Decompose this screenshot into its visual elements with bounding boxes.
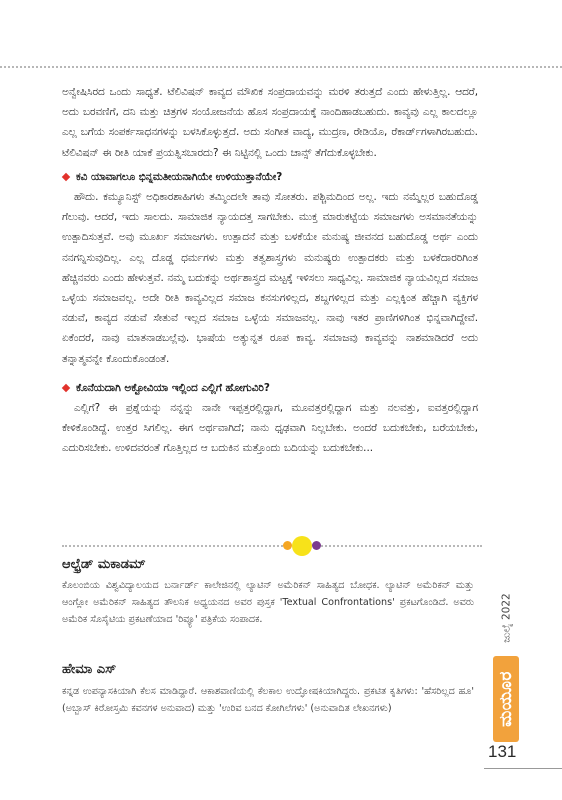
question-1-text: ಕವಿ ಯಾವಾಗಲೂ ಭಿನ್ನಮತೀಯನಾಗಿಯೇ ಉಳಿಯುತ್ತಾನೆಯೇ? — [76, 170, 283, 183]
article-body — [62, 82, 478, 459]
decorative-dot-yellow-icon — [292, 536, 312, 556]
bio-2-name: ಹೇಮಾ ಎಸ್ — [62, 662, 117, 677]
magazine-logo: ಮಯೂರ — [493, 656, 519, 742]
bio-separator-rule — [62, 545, 482, 547]
page-number-rule — [484, 768, 562, 769]
bio-1-name: ಆಲ್ಫ್ರೆಡ್ ಮಕಾಡಮ್ — [62, 557, 146, 572]
answer-1: ಹೌದು. ಕಮ್ಯೂನಿಸ್ಟ್ ಅಧಿಕಾರಶಾಹಿಗಳು ತಮ್ಮಿಂದಲೇ ತಾವು ಸೋತರು. ಪಶ್ಚಿಮದಿಂದ ಅಲ್ಲ. ಇದು ನಮ್ಮೆಲ್ಲರ ಬಹುದೊಡ್ಡ ಗೆಲುವು. ಆದರೆ, ಇದು ಸಾಲದು. ಸಾಮಾಜಿಕ ನ್ಯಾಯದತ್ತ ಸಾಗಬೇಕು. ಮುಕ್ತ ಮಾರುಕಟ್ಟೆಯ ಸಮಾಜಗಳು ಅಸಮಾನತೆಯನ್ನು ಉತ್ಪಾದಿಸುತ್ತವೆ. ಅವು ಮೂರ್ಖ ಸಮಾಜಗಳು. ಉತ್ಪಾದನೆ ಮತ್ತು ಬಳಕೆಯೇ ಮನುಷ್ಯ ಜೀವನದ ಬಹುದೊಡ್ಡ ಅರ್ಥ ಎಂದು ನನಗನ್ನಿಸುವುದಿಲ್ಲ. ಎಲ್ಲ ದೊಡ್ಡ ಧರ್ಮಗಳು ಮತ್ತು ತತ್ವಶಾಸ್ತ್ರಗಳು ಮನುಷ್ಯರು ಉತ್ಪಾದಕರು ಮತ್ತು ಬಳಕೆದಾರರಿಗಿಂತ ಹೆಚ್ಚಿನವರು ಎಂದು ಹೇಳುತ್ತವೆ. ನಮ್ಮ ಬದುಕನ್ನು ಅರ್ಥಶಾಸ್ತ್ರದ ಮಟ್ಟಕ್ಕೆ ಇಳಿಸಲು ಸಾಧ್ಯವಿಲ್ಲ. ಸಾಮಾಜಿಕ ನ್ಯಾಯವಿಲ್ಲದ ಸಮಾಜ ಒಳ್ಳೆಯ ಸಮಾಜವಲ್ಲ. ಅದೇ ರೀತಿ ಕಾವ್ಯವಿಲ್ಲದ ಸಮಾಜ ಕನಸುಗಳಿಲ್ಲದ, ಶಬ್ದಗಳಿಲ್ಲದ ಮತ್ತು ಎಲ್ಲಕ್ಕಿಂತ ಹೆಚ್ಚಾಗಿ ವ್ಯಕ್ತಿಗಳ ನಡುವೆ, ಕಾವ್ಯದ ನಡುವೆ ಸೇತುವೆ ಇಲ್ಲದ ಸಮಾಜ ಒಳ್ಳೆಯ ಸಮಾಜವಲ್ಲ. ನಾವು ಇತರ ಪ್ರಾಣಿಗಳಿಗಿಂತ ಭಿನ್ನವಾಗಿದ್ದೇವೆ. ಏಕೆಂದರೆ, ನಾವು ಮಾತನಾಡಬಲ್ಲೆವು. ಭಾಷೆಯ ಅತ್ಯುನ್ನತ ರೂಪ ಕಾವ್ಯ. ಸಮಾಜವು ಕಾವ್ಯವನ್ನು ನಾಶಮಾಡಿದರೆ ಅದು ತನ್ನಾತ್ಮವನ್ನೇ ಕೊಂದುಕೊಂಡಂತೆ. — [62, 191, 478, 365]
decorative-dot-orange-icon — [283, 541, 292, 550]
question-diamond-icon — [62, 173, 70, 181]
bio-1-text: ಕೊಲಂಬಿಯ ವಿಶ್ವವಿದ್ಯಾಲಯದ ಬರ್ನಾರ್ಡ್ ಕಾಲೇಜಿನಲ್ಲಿ ಲ್ಯಾಟಿನ್ ಅಮೆರಿಕನ್ ಸಾಹಿತ್ಯದ ಬೋಧಕ. ಲ್ಯಾಟಿನ್ ಅಮೆರಿಕನ್ ಮತ್ತು ಆಂಗ್ಲೋ ಅಮೆರಿಕನ್ ಸಾಹಿತ್ಯದ ತೌಲನಿಕ ಅಧ್ಯಯನದ ಅವರ ಪುಸ್ತಕ 'Textual Confrontations' ಪ್ರಕಟಗೊಂಡಿದೆ. ಅವರು ಅಮೆರಿಕ ಸೊಸೈಟಿಯ ಪ್ರಕಟಣೆಯಾದ 'ರಿವ್ಯೂ' ಪತ್ರಿಕೆಯ ಸಂಪಾದಕ. — [62, 580, 474, 625]
question-2-text: ಕೊನೆಯದಾಗಿ ಅಕ್ಟೋವಿಯಾ ಇಲ್ಲಿಂದ ಎಲ್ಲಿಗೆ ಹೋಗುವಿರಿ? — [76, 381, 270, 394]
question-diamond-icon — [62, 384, 70, 392]
question-1 — [62, 167, 478, 187]
paragraph-television: ಅನ್ವೇಷಿಸಿರದ ಒಂದು ಸಾಧ್ಯತೆ. ಟೆಲಿವಿಷನ್ ಕಾವ್ಯದ ಮೌಖಿಕ ಸಂಪ್ರದಾಯವನ್ನು ಮರಳಿ ತರುತ್ತದೆ ಎಂದು ಹೇಳುತ್ತಿಲ್ಲ. ಆದರೆ, ಅದು ಬರವಣಿಗೆ, ದನಿ ಮತ್ತು ಚಿತ್ರಗಳ ಸಂಯೋಜನೆಯ ಹೊಸ ಸಂಪ್ರದಾಯಕ್ಕೆ ನಾಂದಿಹಾಡಬಹುದು. ಕಾವ್ಯವು ಎಲ್ಲ ಕಾಲದಲ್ಲೂ ಎಲ್ಲ ಬಗೆಯ ಸಂಪರ್ಕಸಾಧನಗಳನ್ನು ಬಳಸಿಕೊಳ್ಳುತ್ತದೆ. ಅದು ಸಂಗೀತ ವಾದ್ಯ, ಮುದ್ರಣ, ರೇಡಿಯೊ, ರೆಕಾರ್ಡ್‌ಗಳಾಗಿರಬಹುದು. ಟೆಲಿವಿಷನ್ ಈ ರೀತಿ ಯಾಕೆ ಪ್ರಯತ್ನಿಸಬಾರದು? ಈ ನಿಟ್ಟಿನಲ್ಲಿ ಒಂದು ಚಾನ್ಸ್ ತೆಗೆದುಕೊಳ್ಳಬೇಕು. — [62, 86, 478, 159]
issue-date: ಜುಲೈ 2022 — [500, 593, 513, 643]
top-dotted-rule — [0, 66, 562, 68]
answer-2: ಎಲ್ಲಿಗೆ? ಈ ಪ್ರಶ್ನೆಯನ್ನು ನನ್ನನ್ನು ನಾನೇ ಇಪ್ಪತ್ತರಲ್ಲಿದ್ದಾಗ, ಮೂವತ್ತರಲ್ಲಿದ್ದಾಗ ಮತ್ತು ನಲವತ್ತು, ಐವತ್ತರಲ್ಲಿದ್ದಾಗ ಕೇಳಿಕೊಂಡಿದ್ದೆ. ಉತ್ತರ ಸಿಗಲಿಲ್ಲ. ಈಗ ಅರ್ಥವಾಗಿದೆ; ನಾನು ಧೃಢವಾಗಿ ನಿಲ್ಲಬೇಕು. ಅಂದರೆ ಬದುಕಬೇಕು, ಬರೆಯಬೇಕು, ಎದುರಿಸಬೇಕು. ಉಳಿದವರಂತೆ ಗೊತ್ತಿಲ್ಲದ ಆ ಬದುಕಿನ ಮತ್ತೊಂದು ಬದಿಯನ್ನು ಬದುಕಬೇಕು... — [62, 402, 478, 455]
page-number: 131 — [488, 742, 517, 761]
question-2 — [62, 378, 478, 398]
bio-2-text: ಕನ್ನಡ ಉಪನ್ಯಾಸಕಿಯಾಗಿ ಕೆಲಸ ಮಾಡಿದ್ದಾರೆ. ಆಕಾಶವಾಣಿಯಲ್ಲಿ ಕೆಲಕಾಲ ಉದ್ಘೋಷಕಿಯಾಗಿದ್ದರು. ಪ್ರಕಟಿತ ಕೃತಿಗಳು: 'ಹೆಸರಿಲ್ಲದ ಹೂ' (ಅಬ್ಬಾಸ್ ಕಿರೋಸ್ತಮಿ ಕವನಗಳ ಅನುವಾದ) ಮತ್ತು 'ಉರಿವ ಬನದ ಕೋಗಿಲೆಗಳು' (ಅನುವಾದಿತ ಲೇಖನಗಳು) — [62, 686, 474, 714]
decorative-dot-purple-icon — [312, 541, 321, 550]
